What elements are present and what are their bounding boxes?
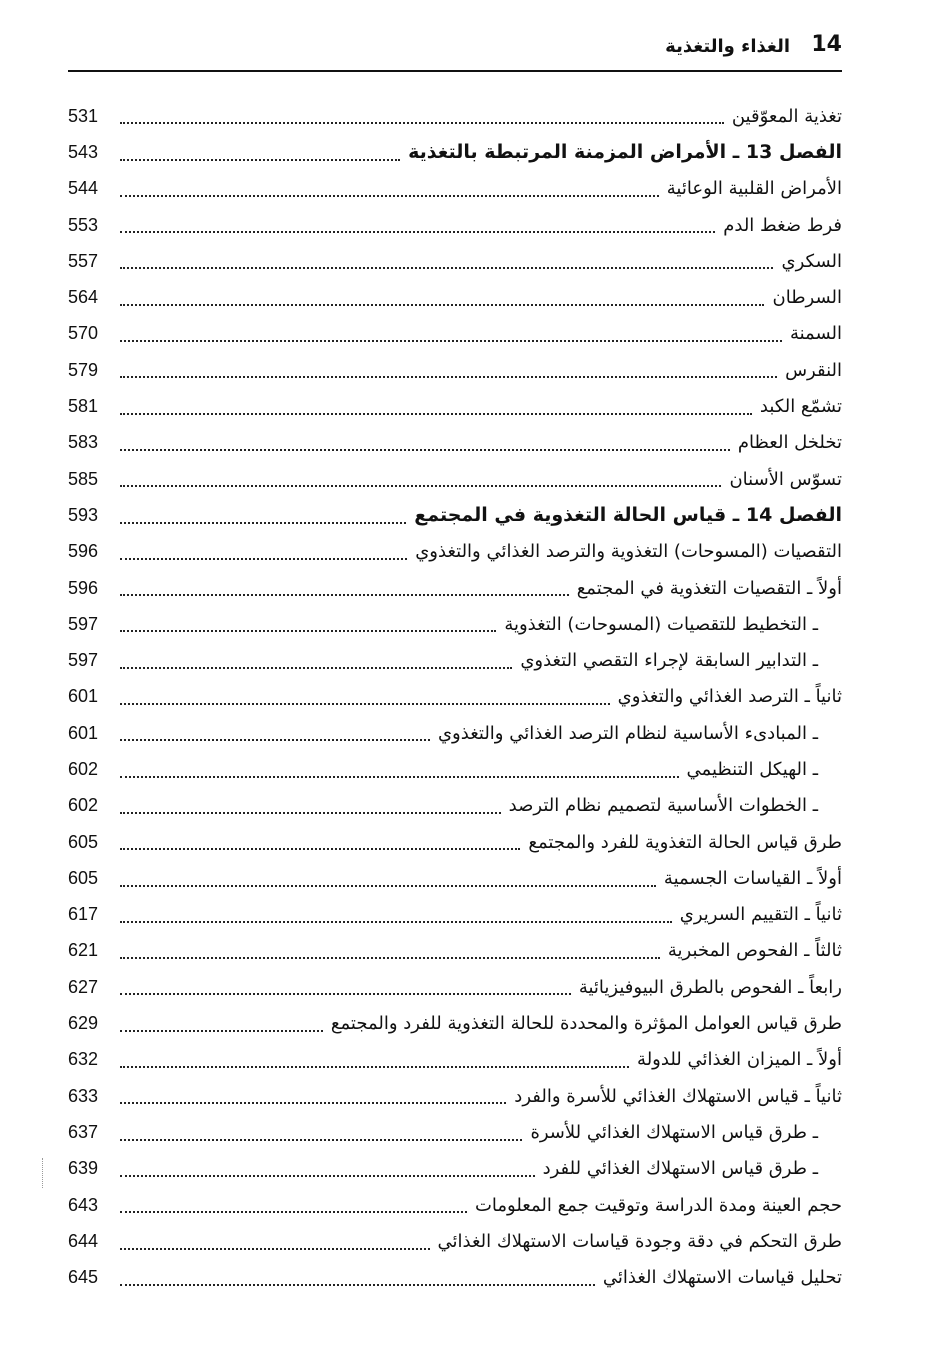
dot-leader bbox=[120, 558, 407, 560]
toc-page-number: 637 bbox=[68, 1121, 99, 1142]
toc-page-number: 597 bbox=[68, 650, 99, 671]
toc-entry-row bbox=[68, 1042, 842, 1078]
dot-leader bbox=[120, 267, 773, 269]
dot-leader bbox=[120, 1284, 595, 1286]
toc-page-number: 570 bbox=[68, 323, 99, 344]
dot-leader bbox=[120, 376, 777, 378]
toc-page-number: 583 bbox=[68, 432, 99, 453]
toc-page-number: 596 bbox=[68, 577, 99, 598]
toc-entry-label: أولاً ـ التقصيات التغذوية في المجتمع bbox=[576, 577, 842, 599]
toc-entry-label: طرق قياس الحالة التغذوية للفرد والمجتمع bbox=[528, 831, 842, 853]
toc-page-number: 601 bbox=[68, 722, 99, 743]
toc-entry-row bbox=[68, 1223, 842, 1259]
toc-entry-label: رابعاً ـ الفحوص بالطرق البيوفيزيائية bbox=[578, 976, 842, 998]
toc-entry-label: ـ الخطوات الأساسية لتصميم نظام الترصد bbox=[508, 795, 818, 817]
margin-mark bbox=[42, 1158, 45, 1188]
toc-entry-row bbox=[68, 316, 842, 352]
toc-page-number: 643 bbox=[68, 1194, 99, 1215]
toc-entry-row bbox=[68, 1151, 842, 1187]
dot-leader bbox=[120, 413, 752, 415]
dot-leader bbox=[120, 667, 512, 669]
toc-entry-label: ثانياً ـ التقييم السريري bbox=[679, 904, 842, 926]
toc-entry-row bbox=[68, 570, 842, 606]
dot-leader bbox=[120, 122, 724, 124]
toc-entry-label: السمنة bbox=[789, 323, 842, 345]
toc-page-number: 585 bbox=[68, 468, 99, 489]
toc-entry-label: ـ التخطيط للتقصيات (المسوحات) التغذوية bbox=[504, 613, 818, 635]
toc-page-number: 557 bbox=[68, 250, 99, 271]
toc-entry-row bbox=[68, 1078, 842, 1114]
toc-entry-label: الفصل 13 ـ الأمراض المزمنة المرتبطة بالتغذية bbox=[408, 141, 842, 164]
toc-entry-row bbox=[68, 933, 842, 969]
toc-page-number: 553 bbox=[68, 214, 99, 235]
toc-entry-row bbox=[68, 1187, 842, 1223]
toc-entry-row bbox=[68, 388, 842, 424]
dot-leader bbox=[120, 340, 782, 342]
toc-entry-row bbox=[68, 279, 842, 315]
toc-entry-row bbox=[68, 860, 842, 896]
dot-leader bbox=[120, 1102, 506, 1104]
toc-entry-label: النقرس bbox=[785, 359, 842, 381]
header-page-number: 14 bbox=[811, 32, 842, 57]
toc-entry-label: طرق التحكم في دقة وجودة قياسات الاستهلاك الغذائي bbox=[437, 1230, 842, 1252]
toc-entry-label: تشمّع الكبد bbox=[759, 396, 842, 418]
toc-page-number: 543 bbox=[68, 141, 99, 162]
toc-page-number: 581 bbox=[68, 396, 99, 417]
dot-leader bbox=[120, 1175, 535, 1177]
toc-page-number: 617 bbox=[68, 904, 99, 925]
toc-page-number: 564 bbox=[68, 287, 99, 308]
dot-leader bbox=[120, 1030, 323, 1032]
toc-entry-label: حجم العينة ومدة الدراسة وتوقيت جمع المعلومات bbox=[474, 1194, 842, 1216]
toc-page-number: 602 bbox=[68, 795, 99, 816]
toc-page-number: 632 bbox=[68, 1049, 99, 1070]
dot-leader bbox=[120, 522, 406, 524]
toc-entry-row bbox=[68, 679, 842, 715]
toc-entry-label: تخلخل العظام bbox=[737, 432, 842, 454]
toc-entry-row bbox=[68, 751, 842, 787]
toc-entry-label: الأمراض القلبية الوعائية bbox=[666, 178, 842, 200]
toc-entry-label: طرق قياس العوامل المؤثرة والمحددة للحالة التغذوية للفرد والمجتمع bbox=[330, 1013, 842, 1035]
header-title: الغذاء والتغذية bbox=[665, 36, 790, 57]
toc-page-number: 531 bbox=[68, 105, 99, 126]
toc-entry-label: ثانياً ـ قياس الاستهلاك الغذائي للأسرة والفرد bbox=[514, 1085, 842, 1107]
toc-entry-row bbox=[68, 715, 842, 751]
toc-page-number: 593 bbox=[68, 504, 99, 525]
running-header bbox=[68, 30, 842, 72]
dot-leader bbox=[120, 812, 501, 814]
dot-leader bbox=[120, 993, 571, 995]
toc-chapter-row bbox=[68, 497, 842, 533]
dot-leader bbox=[120, 1066, 629, 1068]
dot-leader bbox=[120, 885, 656, 887]
toc-entry-row bbox=[68, 969, 842, 1005]
toc-page-number: 597 bbox=[68, 613, 99, 634]
toc-entry-label: أولاً ـ الميزان الغذائي للدولة bbox=[637, 1049, 842, 1071]
toc-entry-row bbox=[68, 606, 842, 642]
toc-entry-label: ـ المبادىء الأساسية لنظام الترصد الغذائي والتغذوي bbox=[437, 722, 818, 744]
toc-entry-label: تحليل قياسات الاستهلاك الغذائي bbox=[602, 1267, 842, 1289]
dot-leader bbox=[120, 304, 764, 306]
dot-leader bbox=[120, 594, 569, 596]
dot-leader bbox=[120, 485, 721, 487]
toc-page-number: 639 bbox=[68, 1158, 99, 1179]
toc-page-number: 544 bbox=[68, 178, 99, 199]
toc-page-number: 633 bbox=[68, 1085, 99, 1106]
toc-entry-row bbox=[68, 824, 842, 860]
toc-entry-row bbox=[68, 207, 842, 243]
toc-entry-label: فرط ضغط الدم bbox=[723, 214, 842, 236]
toc-entry-row bbox=[68, 425, 842, 461]
table-of-contents bbox=[68, 98, 842, 1296]
toc-entry-row bbox=[68, 1114, 842, 1150]
dot-leader bbox=[120, 776, 679, 778]
toc-page-number: 579 bbox=[68, 359, 99, 380]
toc-page-number: 629 bbox=[68, 1013, 99, 1034]
toc-page-number: 601 bbox=[68, 686, 99, 707]
dot-leader bbox=[120, 195, 659, 197]
toc-entry-label: تسوّس الأسنان bbox=[729, 468, 842, 490]
dot-leader bbox=[120, 848, 520, 850]
toc-page-number: 621 bbox=[68, 940, 99, 961]
dot-leader bbox=[120, 1139, 522, 1141]
toc-entry-row bbox=[68, 1260, 842, 1296]
toc-entry-label: التقصيات (المسوحات) التغذوية والترصد الغذائي والتغذوي bbox=[415, 541, 842, 563]
toc-entry-row bbox=[68, 642, 842, 678]
toc-entry-label: تغذية المعوّقين bbox=[731, 105, 842, 127]
toc-entry-row bbox=[68, 1005, 842, 1041]
toc-page-number: 605 bbox=[68, 831, 99, 852]
toc-entry-label: ـ طرق قياس الاستهلاك الغذائي للأسرة bbox=[530, 1121, 818, 1143]
toc-entry-label: ـ التدابير السابقة لإجراء التقصي التغذوي bbox=[520, 650, 818, 672]
toc-entry-label: ـ الهيكل التنظيمي bbox=[686, 758, 818, 780]
dot-leader bbox=[120, 630, 496, 632]
toc-entry-label: ـ طرق قياس الاستهلاك الغذائي للفرد bbox=[542, 1158, 818, 1180]
dot-leader bbox=[120, 1248, 430, 1250]
toc-entry-row bbox=[68, 98, 842, 134]
toc-entry-row bbox=[68, 171, 842, 207]
toc-entry-row bbox=[68, 897, 842, 933]
toc-chapter-row bbox=[68, 134, 842, 170]
toc-page-number: 644 bbox=[68, 1230, 99, 1251]
dot-leader bbox=[120, 159, 400, 161]
toc-page-number: 645 bbox=[68, 1267, 99, 1288]
toc-page-number: 602 bbox=[68, 758, 99, 779]
toc-entry-label: السرطان bbox=[772, 287, 842, 309]
toc-entry-row bbox=[68, 534, 842, 570]
toc-entry-label: ثانياً ـ الترصد الغذائي والتغذوي bbox=[617, 686, 842, 708]
dot-leader bbox=[120, 231, 715, 233]
dot-leader bbox=[120, 921, 672, 923]
dot-leader bbox=[120, 739, 430, 741]
toc-entry-row bbox=[68, 352, 842, 388]
dot-leader bbox=[120, 957, 660, 959]
toc-entry-row bbox=[68, 788, 842, 824]
toc-page-number: 596 bbox=[68, 541, 99, 562]
toc-entry-label: ثالثاً ـ الفحوص المخبرية bbox=[667, 940, 842, 962]
toc-entry-label: السكري bbox=[781, 250, 842, 272]
dot-leader bbox=[120, 1211, 467, 1213]
dot-leader bbox=[120, 449, 730, 451]
toc-page-number: 605 bbox=[68, 867, 99, 888]
toc-entry-label: أولاً ـ القياسات الجسمية bbox=[663, 867, 842, 889]
toc-page-number: 627 bbox=[68, 976, 99, 997]
toc-entry-label: الفصل 14 ـ قياس الحالة التغذوية في المجتمع bbox=[414, 504, 842, 527]
toc-entry-row bbox=[68, 461, 842, 497]
dot-leader bbox=[120, 703, 610, 705]
toc-entry-row bbox=[68, 243, 842, 279]
